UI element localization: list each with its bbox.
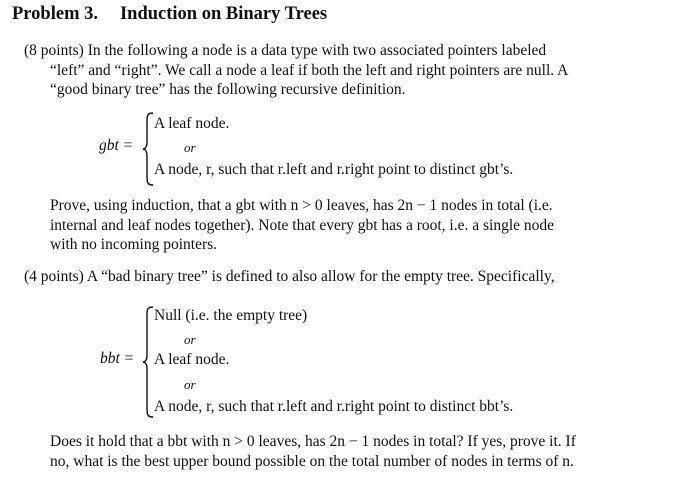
part-b-question [50, 432, 650, 471]
problem-title: Induction on Binary Trees [119, 4, 328, 24]
gbt-or-connector: or [184, 140, 196, 155]
bbt-case-null: Null (i.e. the empty tree) [154, 307, 308, 324]
part-b-intro [24, 267, 644, 287]
problem-number: Problem 3. [12, 4, 98, 24]
part-b-intro-line-1: (4 points) A “bad binary tree” is defined to also allow for the empty tree. Specifically, [24, 268, 555, 285]
part-a-prove-line-3: with no incoming pointers. [50, 236, 218, 253]
left-brace-icon [142, 306, 154, 418]
gbt-definition [0, 108, 678, 188]
bbt-or-connector-2: or [184, 377, 196, 392]
part-a-prove-line-1: Prove, using induction, that a gbt with n > 0 leaves, has 2n − 1 nodes in total (i.e. [50, 197, 553, 214]
part-a-prove-line-2: internal and leaf nodes together). Note that every gbt has a root, i.e. a single node [50, 216, 555, 234]
gbt-case-leaf: A leaf node. [154, 115, 230, 132]
bbt-case-node: A node, r, such that r.left and r.right point to distinct bbt’s. [154, 398, 514, 415]
part-b-question-line-1: Does it hold that a bbt with n > 0 leaves, has 2n − 1 nodes in total? If yes, prove it. If [50, 433, 576, 450]
part-b-question-line-2: no, what is the best upper bound possible on the total number of nodes in terms of n. [50, 452, 574, 470]
bbt-or-connector-1: or [184, 332, 196, 347]
part-a-prove [50, 196, 650, 255]
part-a-intro-line-3: “good binary tree” has the following recursive definition. [50, 81, 406, 98]
gbt-case-node: A node, r, such that r.left and r.right point to distinct gbt’s. [154, 161, 514, 178]
bbt-case-leaf: A leaf node. [154, 351, 230, 368]
bbt-definition [0, 302, 678, 420]
gbt-definition-name: gbt = [99, 137, 134, 154]
part-a-intro-line-2: “left” and “right”. We call a node a leaf if both the left and right pointers are null. A [50, 61, 569, 79]
part-a-intro-line-1: (8 points) In the following a node is a data type with two associated pointers labeled [24, 42, 547, 59]
bbt-definition-name: bbt = [100, 350, 135, 367]
left-brace-icon [142, 112, 154, 186]
part-a-intro [24, 41, 644, 100]
problem-heading [12, 4, 327, 25]
